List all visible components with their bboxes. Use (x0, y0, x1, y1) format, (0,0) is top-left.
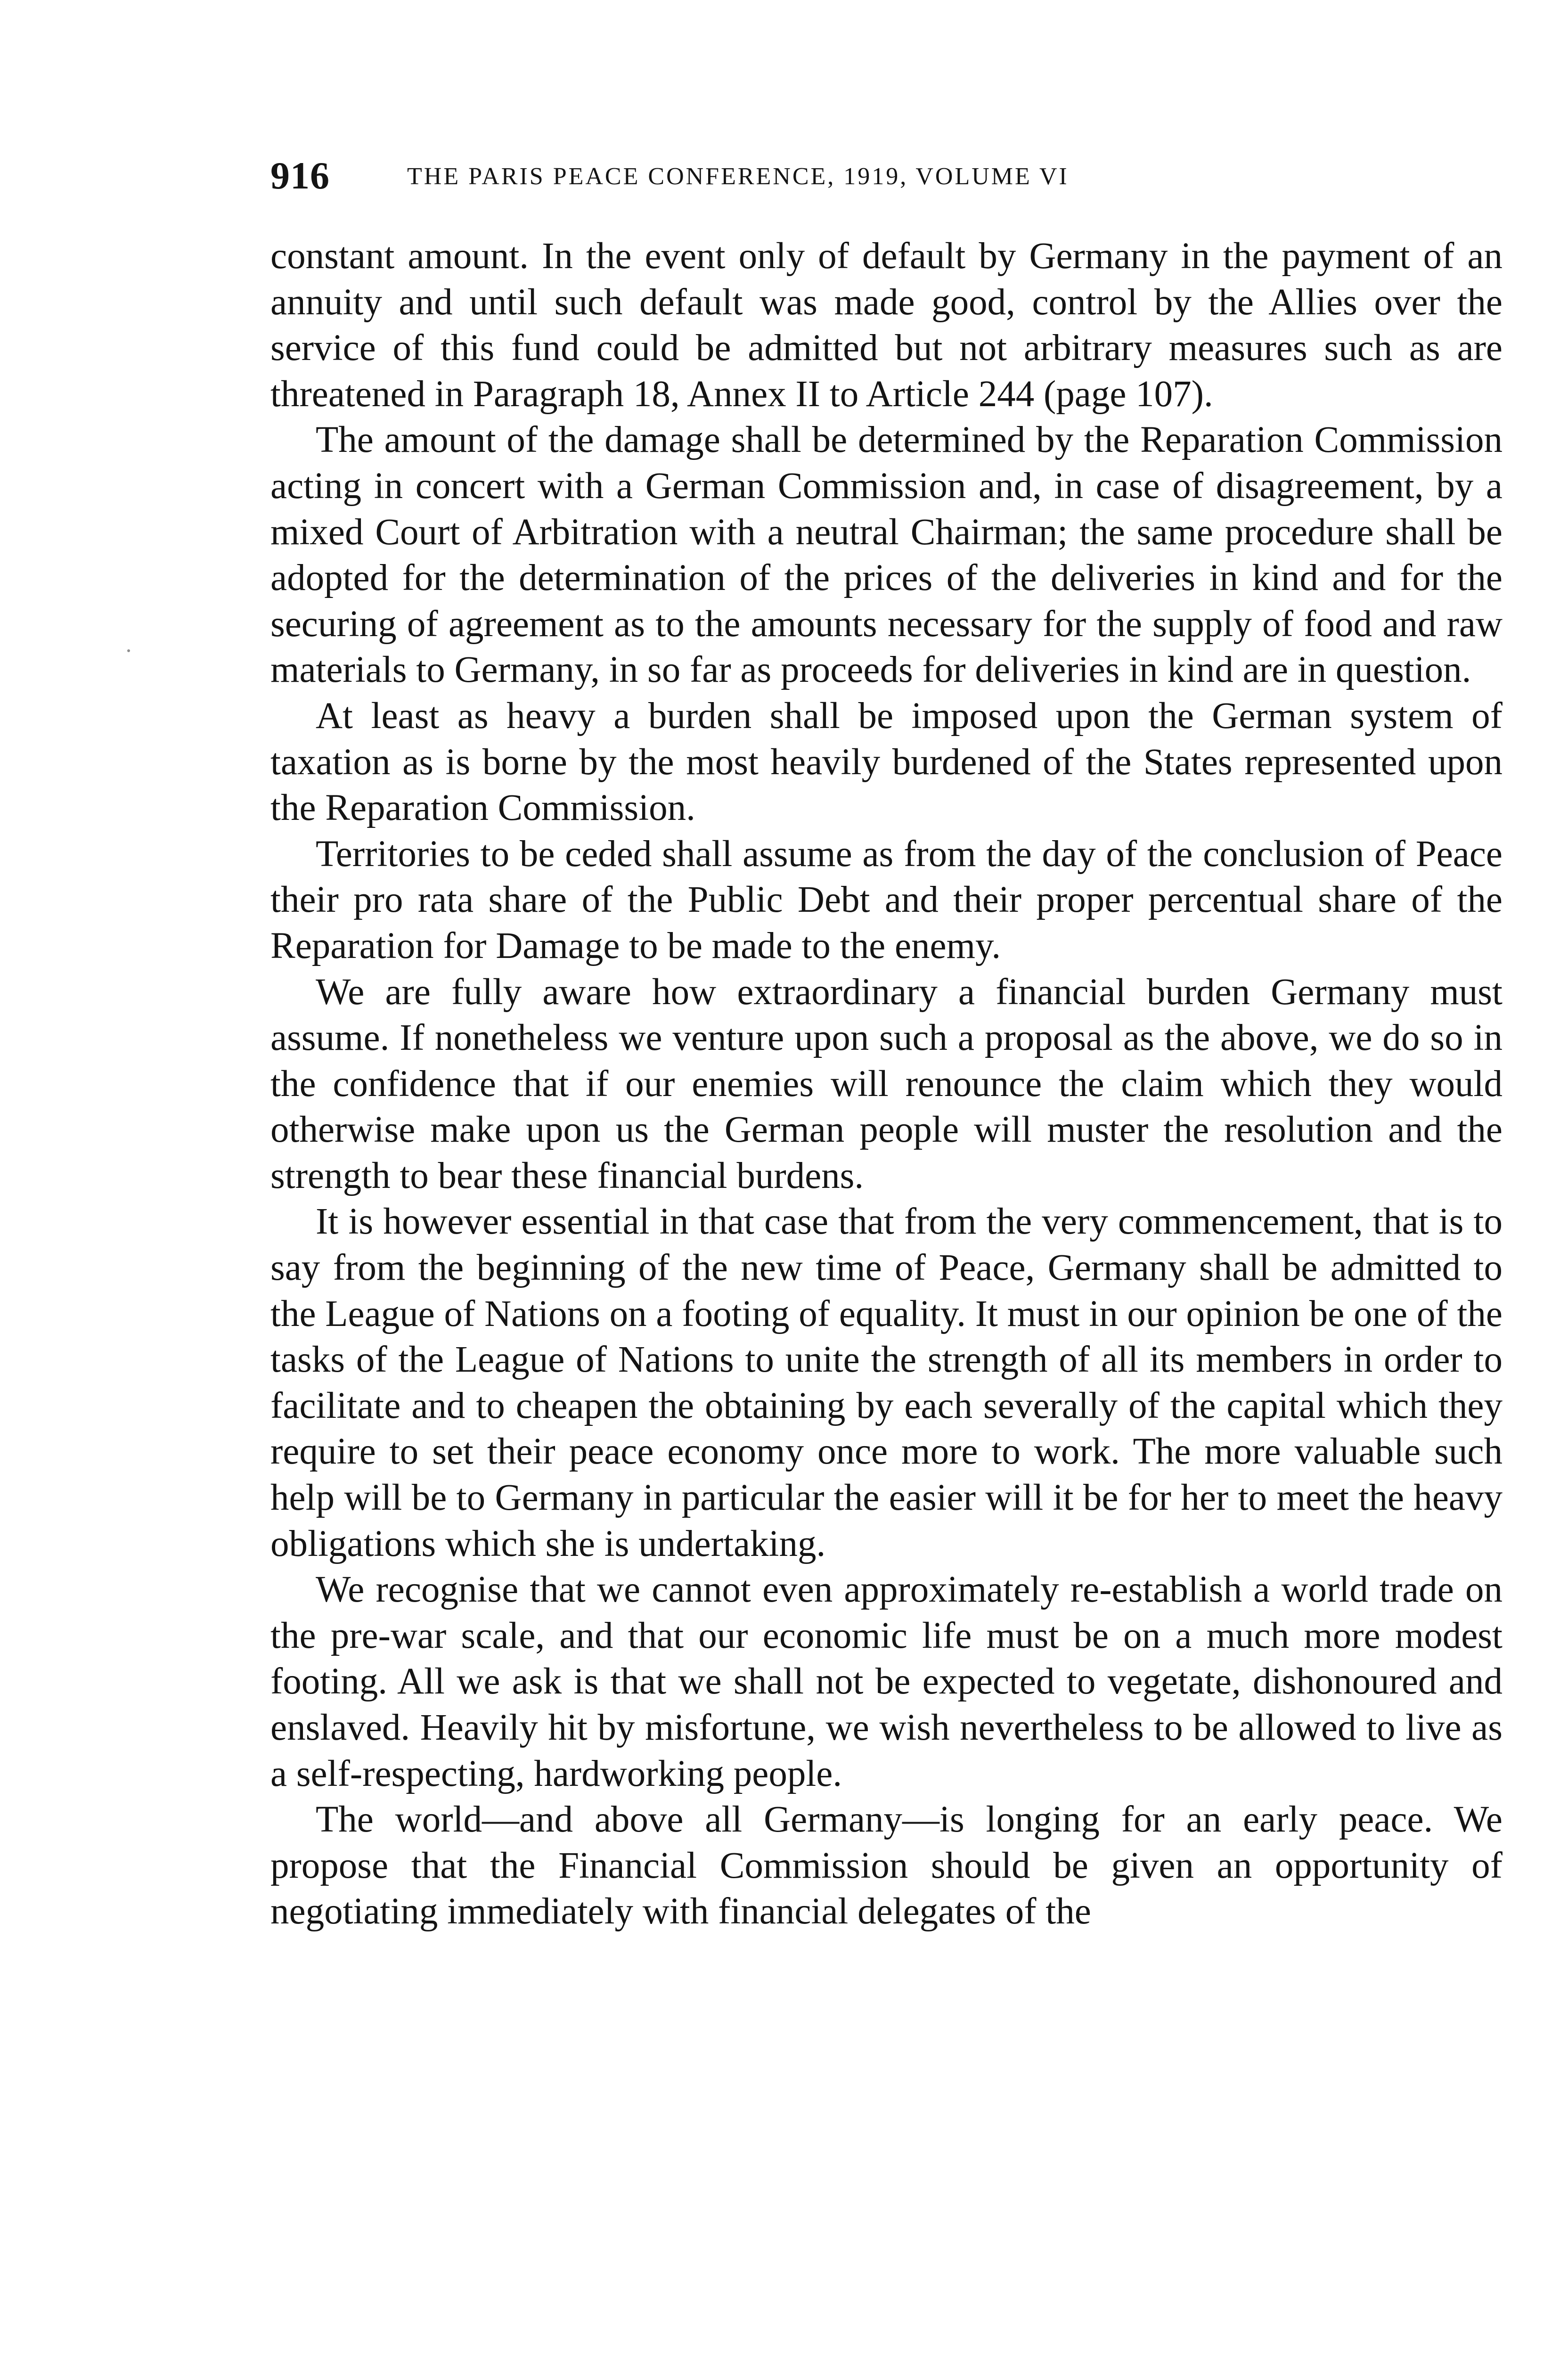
paragraph-6: It is however essential in that case that from the very commencement, that is to say from the beginning of the new time of Peace, Germany shall be admitted to the League of Nations on a footing of equality. It must in our opinion be one of the tasks of the League of Nations to unite the strength of all its members in order to facilitate and to cheapen the obtaining by each severally of the capital which they require to set their peace economy once more to work. The more valuable such help will be to Germany in particular the easier will it be for her to meet the heavy obligations which she is undertaking. (270, 1201, 1503, 1564)
paragraph-2: The amount of the damage shall be determined by the Reparation Commission acting in concert with a German Commission and, in case of disagreement, by a mixed Court of Arbitration with a neutral Chairman; the same procedure shall be adopted for the determination of the prices of the deliveries in kind and for the securing of agreement as to the amounts necessary for the supply of food and raw materials to Germany, in so far as proceeds for deliveries in kind are in question. (270, 419, 1503, 691)
page-number: 916 (270, 154, 330, 197)
running-head: THE PARIS PEACE CONFERENCE, 1919, VOLUME VI (407, 163, 1069, 190)
margin-mark (127, 649, 130, 652)
page-header (270, 150, 1495, 202)
paragraph-4: Territories to be ceded shall assume as from the day of the conclusion of Peace their pro rata share of the Public Debt and their proper percentual share of the Reparation for Damage to be made to the enemy. (270, 833, 1503, 966)
paragraph-5: We are fully aware how extraordinary a financial burden Germany must assume. If nonetheless we venture upon such a proposal as the above, we do so in the confidence that if our enemies will renounce the claim which they would otherwise make upon us the German people will muster the resolution and the strength to bear these financial burdens. (270, 971, 1503, 1196)
paragraph-7: We recognise that we cannot even approximately re-establish a world trade on the pre-war scale, and that our economic life must be on a much more modest footing. All we ask is that we shall not be expected to vegetate, dishonoured and enslaved. Heavily hit by misfortune, we wish nevertheless to be allowed to live as a self-respecting, hardworking people. (270, 1569, 1503, 1794)
main-text (270, 233, 1503, 1935)
paragraph-3: At least as heavy a burden shall be imposed upon the German system of taxation as is borne by the most heavily burdened of the States represented upon the Reparation Commission. (270, 695, 1503, 829)
paragraph-8: The world—and above all Germany—is longing for an early peace. We propose that the Financial Commission should be given an opportunity of negotiating immediately with financial delegates of the (270, 1799, 1503, 1932)
paragraph-1: constant amount. In the event only of default by Germany in the payment of an annuity and until such default was made good, control by the Allies over the service of this fund could be admitted but not arbitrary measures such as are threatened in Paragraph 18, Annex II to Article 244 (page 107). (270, 236, 1503, 415)
